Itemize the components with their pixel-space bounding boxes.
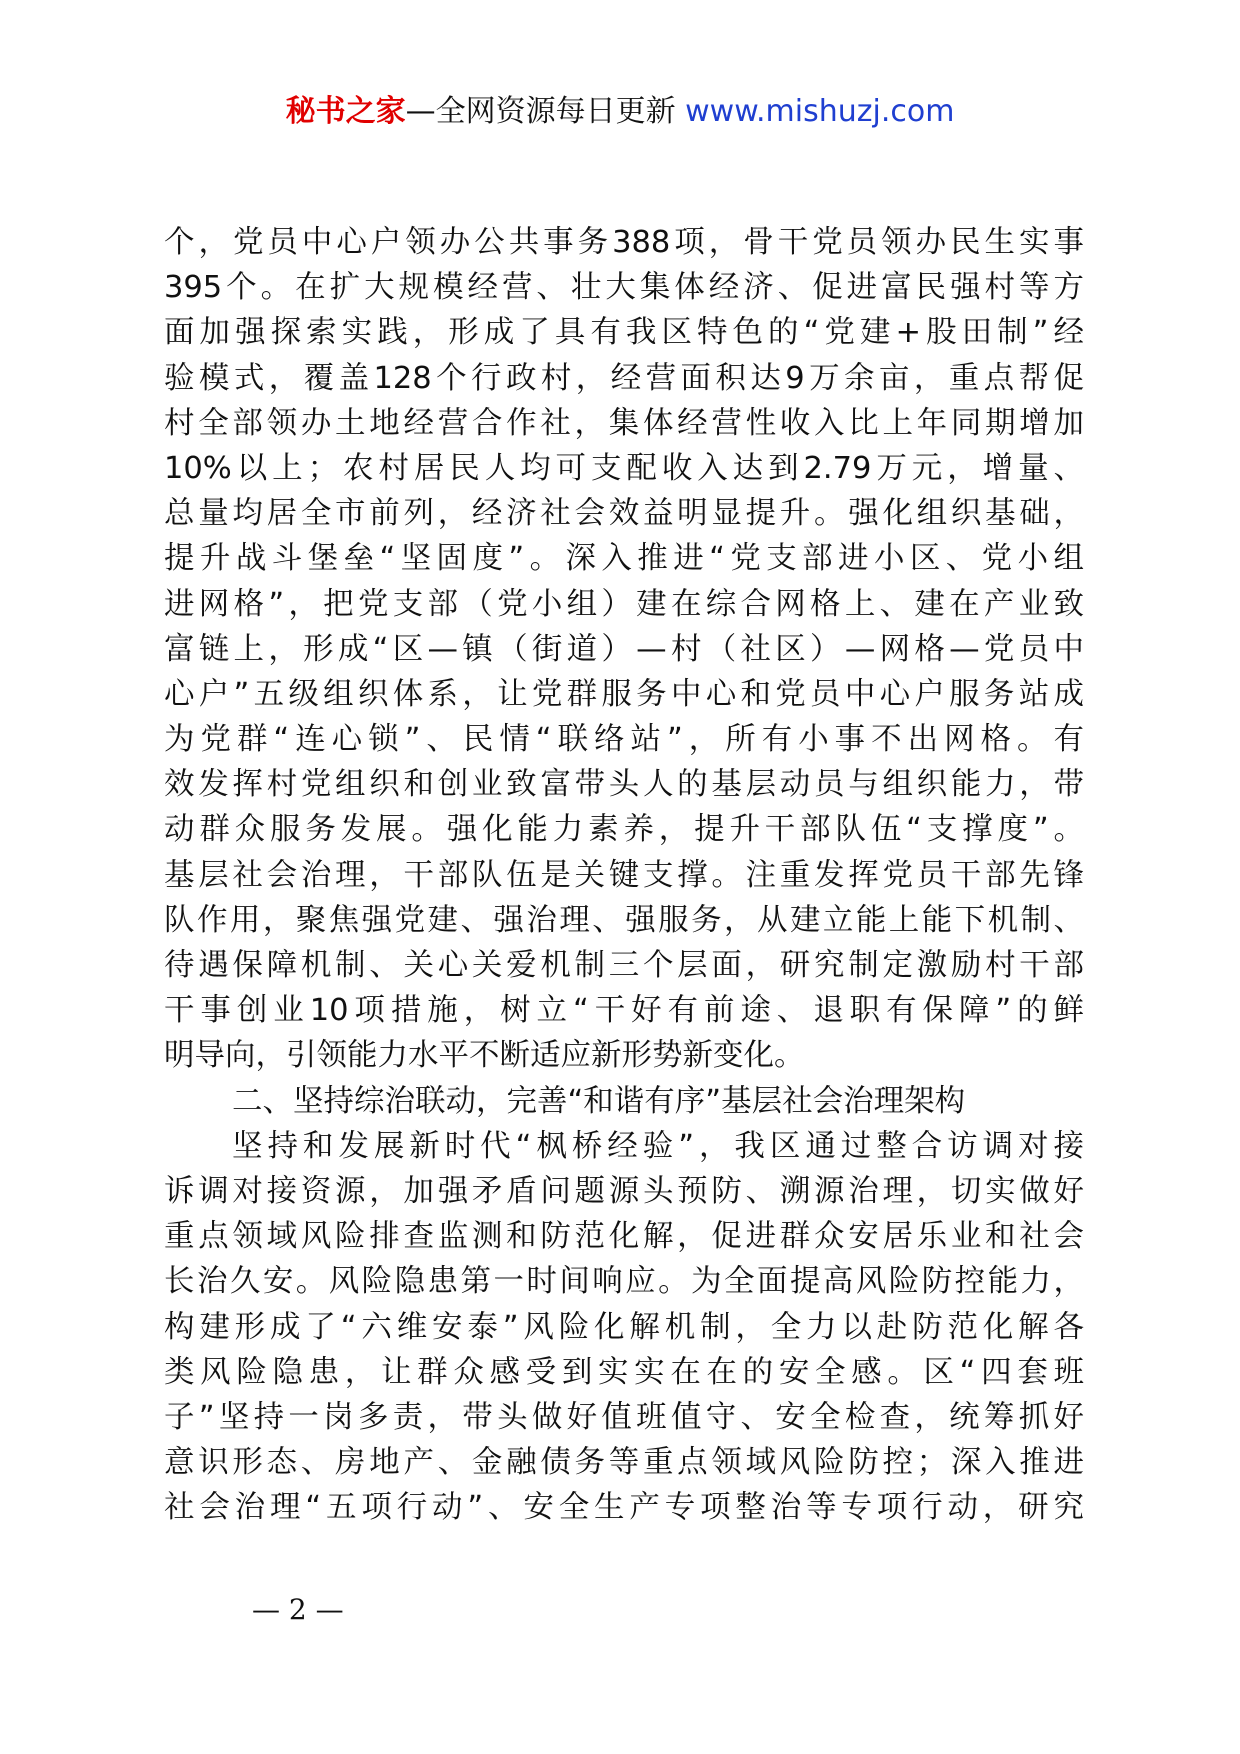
text-line: 队作用，聚焦强党建、强治理、强服务，从建立能上能下机制、 (164, 902, 1084, 938)
text-line: 个，党员中心户领办公共事务388项，骨干党员领办民生实事 (164, 225, 1084, 260)
site-url-link[interactable]: www.mishuzj.com (685, 94, 955, 129)
text-line: 总量均居全市前列，经济社会效益明显提升。强化组织基础， (164, 496, 1084, 532)
text-line: 子”坚持一岗多责，带头做好值班值守、安全检查，统筹抓好 (164, 1399, 1084, 1435)
text-line: 干事创业10项措施，树立“干好有前途、退职有保障”的鲜 (164, 993, 1084, 1029)
text-line: 社会治理“五项行动”、安全生产专项整治等专项行动，研究 (164, 1490, 1084, 1526)
text-line: 提升战斗堡垒“坚固度”。深入推进“党支部进小区、党小组 (164, 541, 1084, 577)
site-tagline: —全网资源每日更新 (405, 94, 676, 129)
text-line: 诉调对接资源，加强矛盾问题源头预防、溯源治理，切实做好 (164, 1173, 1084, 1209)
text-line: 基层社会治理，干部队伍是关键支撑。注重发挥党员干部先锋 (164, 857, 1084, 893)
document-body (164, 220, 1084, 1530)
text-line: 面加强探索实践，形成了具有我区特色的“党建+股田制”经 (164, 315, 1084, 351)
site-header (0, 92, 1240, 132)
text-line: 心户”五级组织体系，让党群服务中心和党员中心户服务站成 (164, 676, 1084, 712)
text-line: 为党群“连心锁”、民情“联络站”，所有小事不出网格。有 (164, 722, 1084, 758)
text-line: 构建形成了“六维安泰”风险化解机制，全力以赴防范化解各 (164, 1309, 1084, 1345)
text-line: 动群众服务发展。强化能力素养，提升干部队伍“支撑度”。 (164, 812, 1084, 848)
page-number: — 2 — (252, 1593, 344, 1626)
text-line: 富链上，形成“区—镇（街道）—村（社区）—网格—党员中 (164, 631, 1084, 667)
text-line: 坚持和发展新时代“枫桥经验”，我区通过整合访调对接 (232, 1128, 1084, 1164)
text-line: 重点领域风险排查监测和防范化解，促进群众安居乐业和社会 (164, 1219, 1084, 1255)
text-line: 待遇保障机制、关心关爱机制三个层面，研究制定激励村干部 (164, 948, 1084, 983)
text-line: 进网格”，把党支部（党小组）建在综合网格上、建在产业致 (164, 586, 1084, 622)
text-line: 395个。在扩大规模经营、壮大集体经济、促进富民强村等方 (164, 270, 1084, 306)
section-heading: 二、坚持综治联动，完善“和谐有序”基层社会治理架构 (232, 1083, 966, 1119)
text-line: 10%以上；农村居民人均可支配收入达到2.79万元，增量、 (164, 450, 1084, 486)
text-line: 意识形态、房地产、金融债务等重点领域风险防控；深入推进 (164, 1445, 1084, 1481)
text-line: 效发挥村党组织和创业致富带头人的基层动员与组织能力，带 (164, 767, 1084, 803)
text-line: 村全部领办土地经营合作社，集体经营性收入比上年同期增加 (164, 405, 1084, 441)
site-brand: 秘书之家 (285, 94, 406, 129)
text-line: 长治久安。风险隐患第一时间响应。为全面提高风险防控能力， (164, 1264, 1084, 1300)
text-line: 验模式，覆盖128个行政村，经营面积达9万余亩，重点帮促 (164, 360, 1084, 396)
text-line: 类风险隐患，让群众感受到实实在在的安全感。区“四套班 (164, 1354, 1084, 1390)
text-line: 明导向，引领能力水平不断适应新形势新变化。 (164, 1038, 805, 1074)
